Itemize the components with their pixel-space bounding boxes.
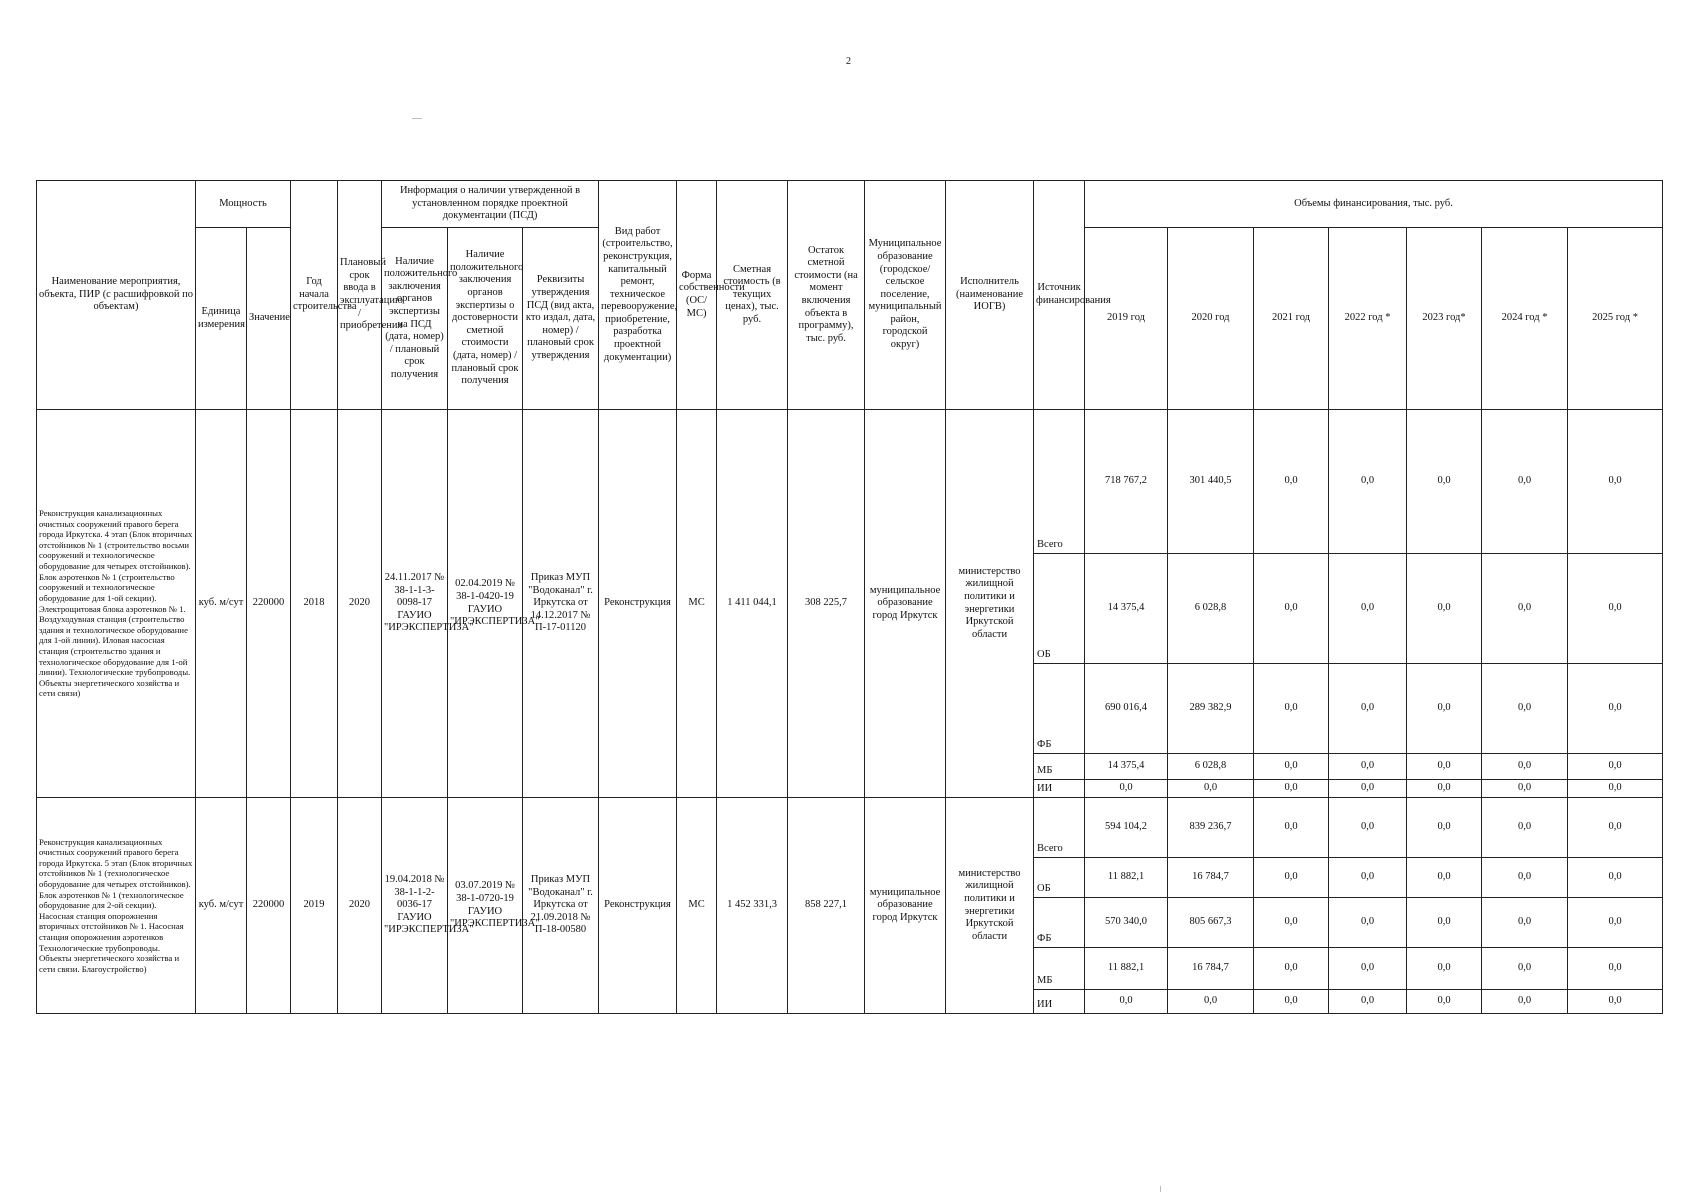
financing-table: [36, 180, 1663, 1014]
funding-value: 594 104,2: [1085, 798, 1168, 858]
table-row: [37, 410, 1663, 554]
start-year: 2019: [291, 798, 338, 1014]
funding-value: 0,0: [1568, 410, 1663, 554]
psd-reliability: 02.04.2019 № 38-1-0420-19 ГАУИО "ИРЭКСПЕРТИЗА": [448, 410, 523, 798]
work-type: Реконструкция: [599, 410, 677, 798]
funding-source: ОБ: [1034, 858, 1085, 898]
funding-value: 16 784,7: [1168, 858, 1254, 898]
funding-value: 0,0: [1482, 858, 1568, 898]
funding-source: ФБ: [1034, 898, 1085, 948]
psd-positive: 19.04.2018 № 38-1-1-2-0036-17 ГАУИО "ИРЭКСПЕРТИЗА": [382, 798, 448, 1014]
header-work-type: Вид работ (строительство, реконструкция, капитальный ремонт, техническое перевооружение, приобретение, разработка проектной документации): [599, 181, 677, 410]
funding-value: 11 882,1: [1085, 858, 1168, 898]
funding-source: ИИ: [1034, 780, 1085, 798]
capacity-value: 220000: [247, 798, 291, 1014]
funding-source: ФБ: [1034, 664, 1085, 754]
funding-value: 0,0: [1407, 410, 1482, 554]
ownership: МС: [677, 798, 717, 1014]
header-psd-positive: Наличие положительного заключения органов экспертизы на ПСД (дата, номер) / плановый срок получения: [382, 228, 448, 410]
funding-value: 0,0: [1407, 554, 1482, 664]
funding-value: 11 882,1: [1085, 948, 1168, 990]
funding-value: 0,0: [1329, 948, 1407, 990]
funding-value: 0,0: [1407, 780, 1482, 798]
estimated-cost: 1 452 331,3: [717, 798, 788, 1014]
funding-value: 0,0: [1329, 798, 1407, 858]
psd-positive: 24.11.2017 № 38-1-1-3-0098-17 ГАУИО "ИРЭКСПЕРТИЗА": [382, 410, 448, 798]
funding-value: 718 767,2: [1085, 410, 1168, 554]
header-estimated-cost: Сметная стоимость (в текущих ценах), тыс. руб.: [717, 181, 788, 410]
header-psd-requisites: Реквизиты утверждения ПСД (вид акта, кто издал, дата, номер) / плановый срок утверждения: [523, 228, 599, 410]
funding-value: 0,0: [1329, 780, 1407, 798]
funding-value: 0,0: [1329, 664, 1407, 754]
funding-value: 0,0: [1407, 798, 1482, 858]
funding-value: 0,0: [1407, 754, 1482, 780]
funding-source: Всего: [1034, 410, 1085, 554]
funding-value: 0,0: [1329, 754, 1407, 780]
header-plan-term: Плановый срок ввода в эксплуатацию / приобретения: [338, 181, 382, 410]
header-funding-source: Источник финансирования: [1034, 181, 1085, 410]
header-ownership: Форма собственности (ОС/МС): [677, 181, 717, 410]
header-year: 2019 год: [1085, 228, 1168, 410]
work-type: Реконструкция: [599, 798, 677, 1014]
funding-value: 0,0: [1254, 948, 1329, 990]
header-capacity: Мощность: [196, 181, 291, 228]
funding-value: 16 784,7: [1168, 948, 1254, 990]
header-year: 2020 год: [1168, 228, 1254, 410]
municipality: муниципальное образование город Иркутск: [865, 798, 946, 1014]
header-remaining-cost: Остаток сметной стоимости (на момент включения объекта в программу), тыс. руб.: [788, 181, 865, 410]
funding-value: 0,0: [1329, 858, 1407, 898]
scan-mark: [412, 118, 422, 119]
funding-value: 0,0: [1482, 898, 1568, 948]
funding-value: 0,0: [1168, 990, 1254, 1014]
funding-value: 0,0: [1254, 858, 1329, 898]
funding-value: 0,0: [1407, 898, 1482, 948]
header-psd-reliability: Наличие положительного заключения органов экспертизы о достоверности сметной стоимости (дата, номер) / плановый срок получения: [448, 228, 523, 410]
header-municipality: Муниципальное образование (городское/сельское поселение, муниципальный район, городской округ): [865, 181, 946, 410]
funding-value: 6 028,8: [1168, 754, 1254, 780]
header-year: 2024 год *: [1482, 228, 1568, 410]
funding-value: 0,0: [1568, 798, 1663, 858]
funding-value: 0,0: [1254, 780, 1329, 798]
funding-value: 0,0: [1482, 754, 1568, 780]
header-year: 2021 год: [1254, 228, 1329, 410]
start-year: 2018: [291, 410, 338, 798]
header-year: 2025 год *: [1568, 228, 1663, 410]
scan-mark: [1160, 1186, 1161, 1192]
funding-value: 0,0: [1168, 780, 1254, 798]
funding-value: 0,0: [1482, 664, 1568, 754]
funding-value: 0,0: [1254, 898, 1329, 948]
executor: министерство жилищной политики и энергетики Иркутской области: [946, 798, 1034, 1014]
header-year: 2022 год *: [1329, 228, 1407, 410]
funding-value: 0,0: [1329, 554, 1407, 664]
funding-value: 0,0: [1482, 410, 1568, 554]
funding-value: 0,0: [1329, 990, 1407, 1014]
funding-value: 0,0: [1568, 664, 1663, 754]
psd-requisites: Приказ МУП "Водоканал" г. Иркутска от 14.12.2017 № П-17-01120: [523, 410, 599, 798]
object-name: Реконструкция канализационных очистных сооружений правого берега города Иркутска. 4 этап (Блок вторичных отстойников № 1 (строительство восьми сооружений и технологическое оборудование для четырех отстойников). Блок аэротенков № 1 (строительство сооружений и технологическое оборудование для 1-ой секции). Электрощитовая блока аэротенков № 1. Воздуходувная станция (строительство здания и технологическое оборудование для 1-ой линии). Иловая насосная станция (строительство здания и технологическое оборудование для 1-ой линии). Технологические трубопроводы. Объекты энергетического хозяйства и сети связи): [37, 410, 196, 798]
funding-value: 0,0: [1482, 798, 1568, 858]
psd-reliability: 03.07.2019 № 38-1-0720-19 ГАУИО "ИРЭКСПЕРТИЗА": [448, 798, 523, 1014]
funding-value: 14 375,4: [1085, 554, 1168, 664]
ownership: МС: [677, 410, 717, 798]
funding-source: МБ: [1034, 754, 1085, 780]
funding-value: 0,0: [1407, 664, 1482, 754]
funding-value: 14 375,4: [1085, 754, 1168, 780]
funding-source: ОБ: [1034, 554, 1085, 664]
funding-value: 0,0: [1568, 858, 1663, 898]
funding-value: 570 340,0: [1085, 898, 1168, 948]
funding-value: 0,0: [1482, 990, 1568, 1014]
header-capacity-value: Значение: [247, 228, 291, 410]
funding-value: 0,0: [1482, 554, 1568, 664]
funding-value: 0,0: [1085, 990, 1168, 1014]
funding-value: 0,0: [1254, 554, 1329, 664]
estimated-cost: 1 411 044,1: [717, 410, 788, 798]
funding-value: 0,0: [1329, 898, 1407, 948]
psd-requisites: Приказ МУП "Водоканал" г. Иркутска от 21.09.2018 № П-18-00580: [523, 798, 599, 1014]
funding-value: 0,0: [1254, 798, 1329, 858]
funding-value: 301 440,5: [1168, 410, 1254, 554]
funding-value: 0,0: [1085, 780, 1168, 798]
funding-value: 289 382,9: [1168, 664, 1254, 754]
funding-source: Всего: [1034, 798, 1085, 858]
header-executor: Исполнитель (наименование ИОГВ): [946, 181, 1034, 410]
page-number: 2: [846, 56, 851, 67]
funding-value: 0,0: [1407, 858, 1482, 898]
funding-value: 839 236,7: [1168, 798, 1254, 858]
funding-value: 0,0: [1568, 948, 1663, 990]
plan-term: 2020: [338, 410, 382, 798]
remaining-cost: 858 227,1: [788, 798, 865, 1014]
remaining-cost: 308 225,7: [788, 410, 865, 798]
header-year: 2023 год*: [1407, 228, 1482, 410]
header-capacity-unit: Единица измерения: [196, 228, 247, 410]
capacity-value: 220000: [247, 410, 291, 798]
header-psd-info: Информация о наличии утвержденной в установленном порядке проектной документации (ПСД): [382, 181, 599, 228]
funding-value: 0,0: [1568, 780, 1663, 798]
funding-value: 0,0: [1482, 780, 1568, 798]
executor: министерство жилищной политики и энергетики Иркутской области: [946, 410, 1034, 798]
funding-value: 0,0: [1482, 948, 1568, 990]
funding-value: 0,0: [1568, 754, 1663, 780]
funding-value: 0,0: [1254, 754, 1329, 780]
municipality: муниципальное образование город Иркутск: [865, 410, 946, 798]
capacity-unit: куб. м/сут: [196, 410, 247, 798]
funding-value: 0,0: [1329, 410, 1407, 554]
funding-value: 0,0: [1407, 948, 1482, 990]
funding-source: ИИ: [1034, 990, 1085, 1014]
plan-term: 2020: [338, 798, 382, 1014]
funding-value: 690 016,4: [1085, 664, 1168, 754]
object-name: Реконструкция канализационных очистных сооружений правого берега города Иркутска. 5 этап (Блок вторичных отстойников № 1 (технологическое оборудование для четырех отстойников). Блок аэротенков № 1 (технологическое оборудование для 2-ой секции). Насосная станция опорожнения вторичных отстойников № 1. Насосная станция опорожнения аэротенков Технологические трубопроводы. Объекты энергетического хозяйства и сети связи. Благоустройство): [37, 798, 196, 1014]
capacity-unit: куб. м/сут: [196, 798, 247, 1014]
funding-value: 805 667,3: [1168, 898, 1254, 948]
funding-value: 0,0: [1254, 410, 1329, 554]
funding-value: 0,0: [1568, 990, 1663, 1014]
funding-value: 0,0: [1568, 554, 1663, 664]
table-row: [37, 798, 1663, 858]
funding-value: 0,0: [1568, 898, 1663, 948]
funding-value: 6 028,8: [1168, 554, 1254, 664]
funding-source: МБ: [1034, 948, 1085, 990]
header-start-year: Год начала строительства: [291, 181, 338, 410]
funding-value: 0,0: [1254, 990, 1329, 1014]
funding-value: 0,0: [1254, 664, 1329, 754]
header-funding-volumes: Объемы финансирования, тыс. руб.: [1085, 181, 1663, 228]
funding-value: 0,0: [1407, 990, 1482, 1014]
header-name: Наименование мероприятия, объекта, ПИР (с расшифровкой по объектам): [37, 181, 196, 410]
